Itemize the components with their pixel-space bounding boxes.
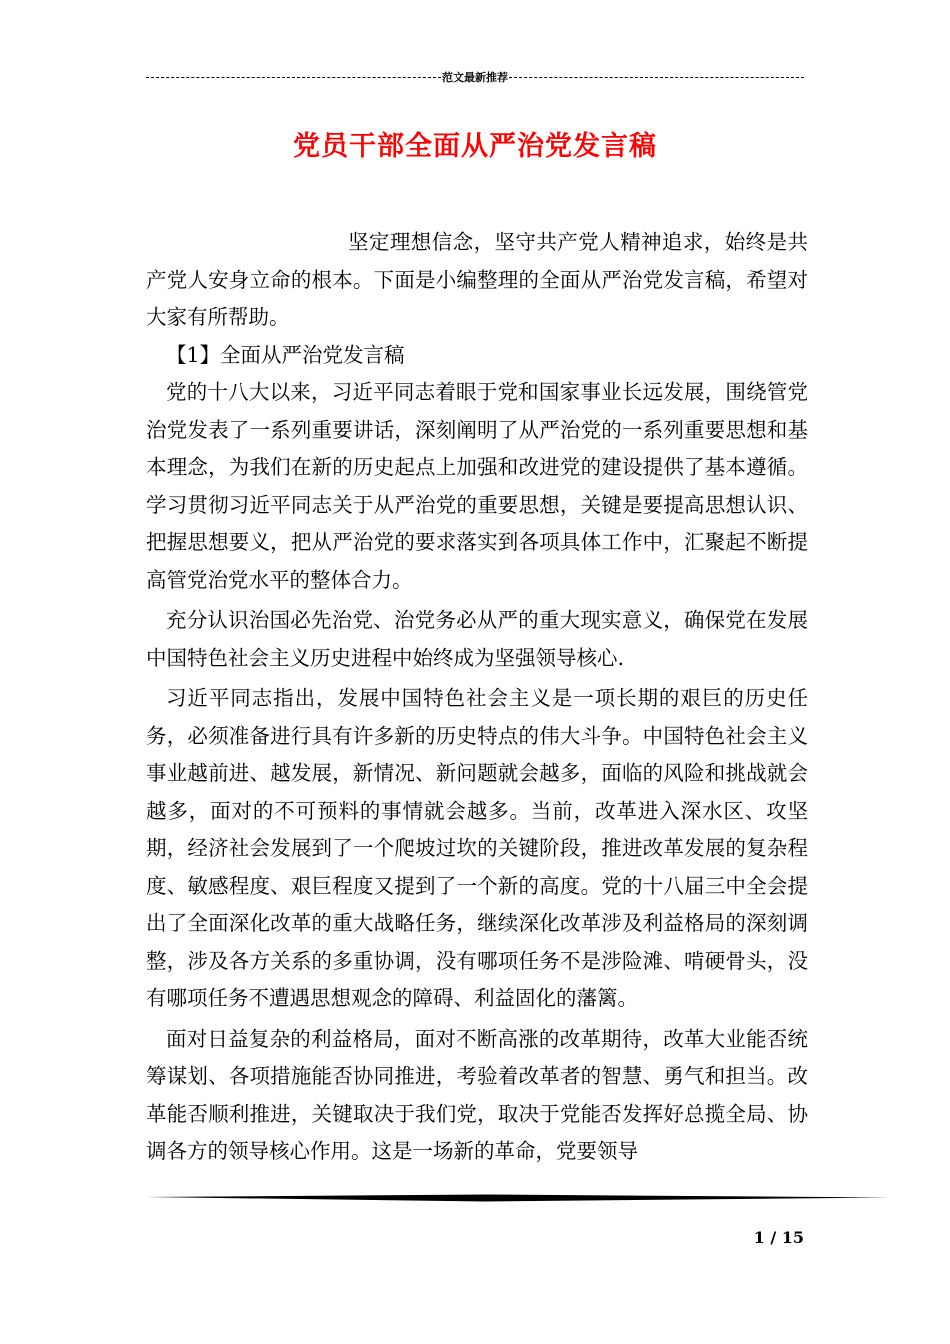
section-heading: 【1】全面从严治党发言稿 (166, 342, 405, 367)
header-dash-right (509, 77, 804, 78)
footer-rule (146, 1194, 890, 1202)
intro-paragraph: 坚定理想信念，坚守共产党人精神追求，始终是共产党人安身立命的根本。下面是小编整理的全面从严治党发言稿，希望对大家有所帮助。 (146, 230, 808, 329)
body-paragraph: 充分认识治国必先治党、治党务必从严的重大现实意义，确保党在发展中国特色社会主义历史进程中始终成为坚强领导核心. (146, 608, 808, 670)
document-title: 党员干部全面从严治党发言稿 (293, 131, 657, 162)
body-paragraph: 面对日益复杂的利益格局，面对不断高涨的改革期待，改革大业能否统筹谋划、各项措施能否协同推进，考验着改革者的智慧、勇气和担当。改革能否顺利推进，关键取决于我们党，取决于党能否发挥好总揽全局、协调各方的领导核心作用。这是一场新的革命，党要领导 (146, 1026, 808, 1163)
header-label: 范文最新推荐 (442, 71, 508, 84)
header-dash-left (146, 77, 441, 78)
body-paragraph: 党的十八大以来，习近平同志着眼于党和国家事业长远发展，围绕管党治党发表了一系列重要讲话，深刻阐明了从严治党的一系列重要思想和基本理念，为我们在新的历史起点上加强和改进党的建设提供了基本遵循。学习贯彻习近平同志关于从严治党的重要思想，关键是要提高思想认识、把握思想要义，把从严治党的要求落实到各项具体工作中，汇聚起不断提高管党治党水平的整体合力。 (146, 380, 808, 592)
page-number: 1 / 15 (753, 1228, 804, 1247)
document-body (146, 224, 808, 1171)
page-header (146, 68, 804, 86)
body-paragraph: 习近平同志指出，发展中国特色社会主义是一项长期的艰巨的历史任务，必须准备进行具有许多新的历史特点的伟大斗争。中国特色社会主义事业越前进、越发展，新情况、新问题就会越多，面临的风险和挑战就会越多，面对的不可预料的事情就会越多。当前，改革进入深水区、攻坚期，经济社会发展到了一个爬坡过坎的关键阶段，推进改革发展的复杂程度、敏感程度、艰巨程度又提到了一个新的高度。党的十八届三中全会提出了全面深化改革的重大战略任务，继续深化改革涉及利益格局的深刻调整，涉及各方关系的多重协调，没有哪项任务不是涉险滩、啃硬骨头，没有哪项任务不遭遇思想观念的障碍、利益固化的藩篱。 (146, 686, 808, 1010)
